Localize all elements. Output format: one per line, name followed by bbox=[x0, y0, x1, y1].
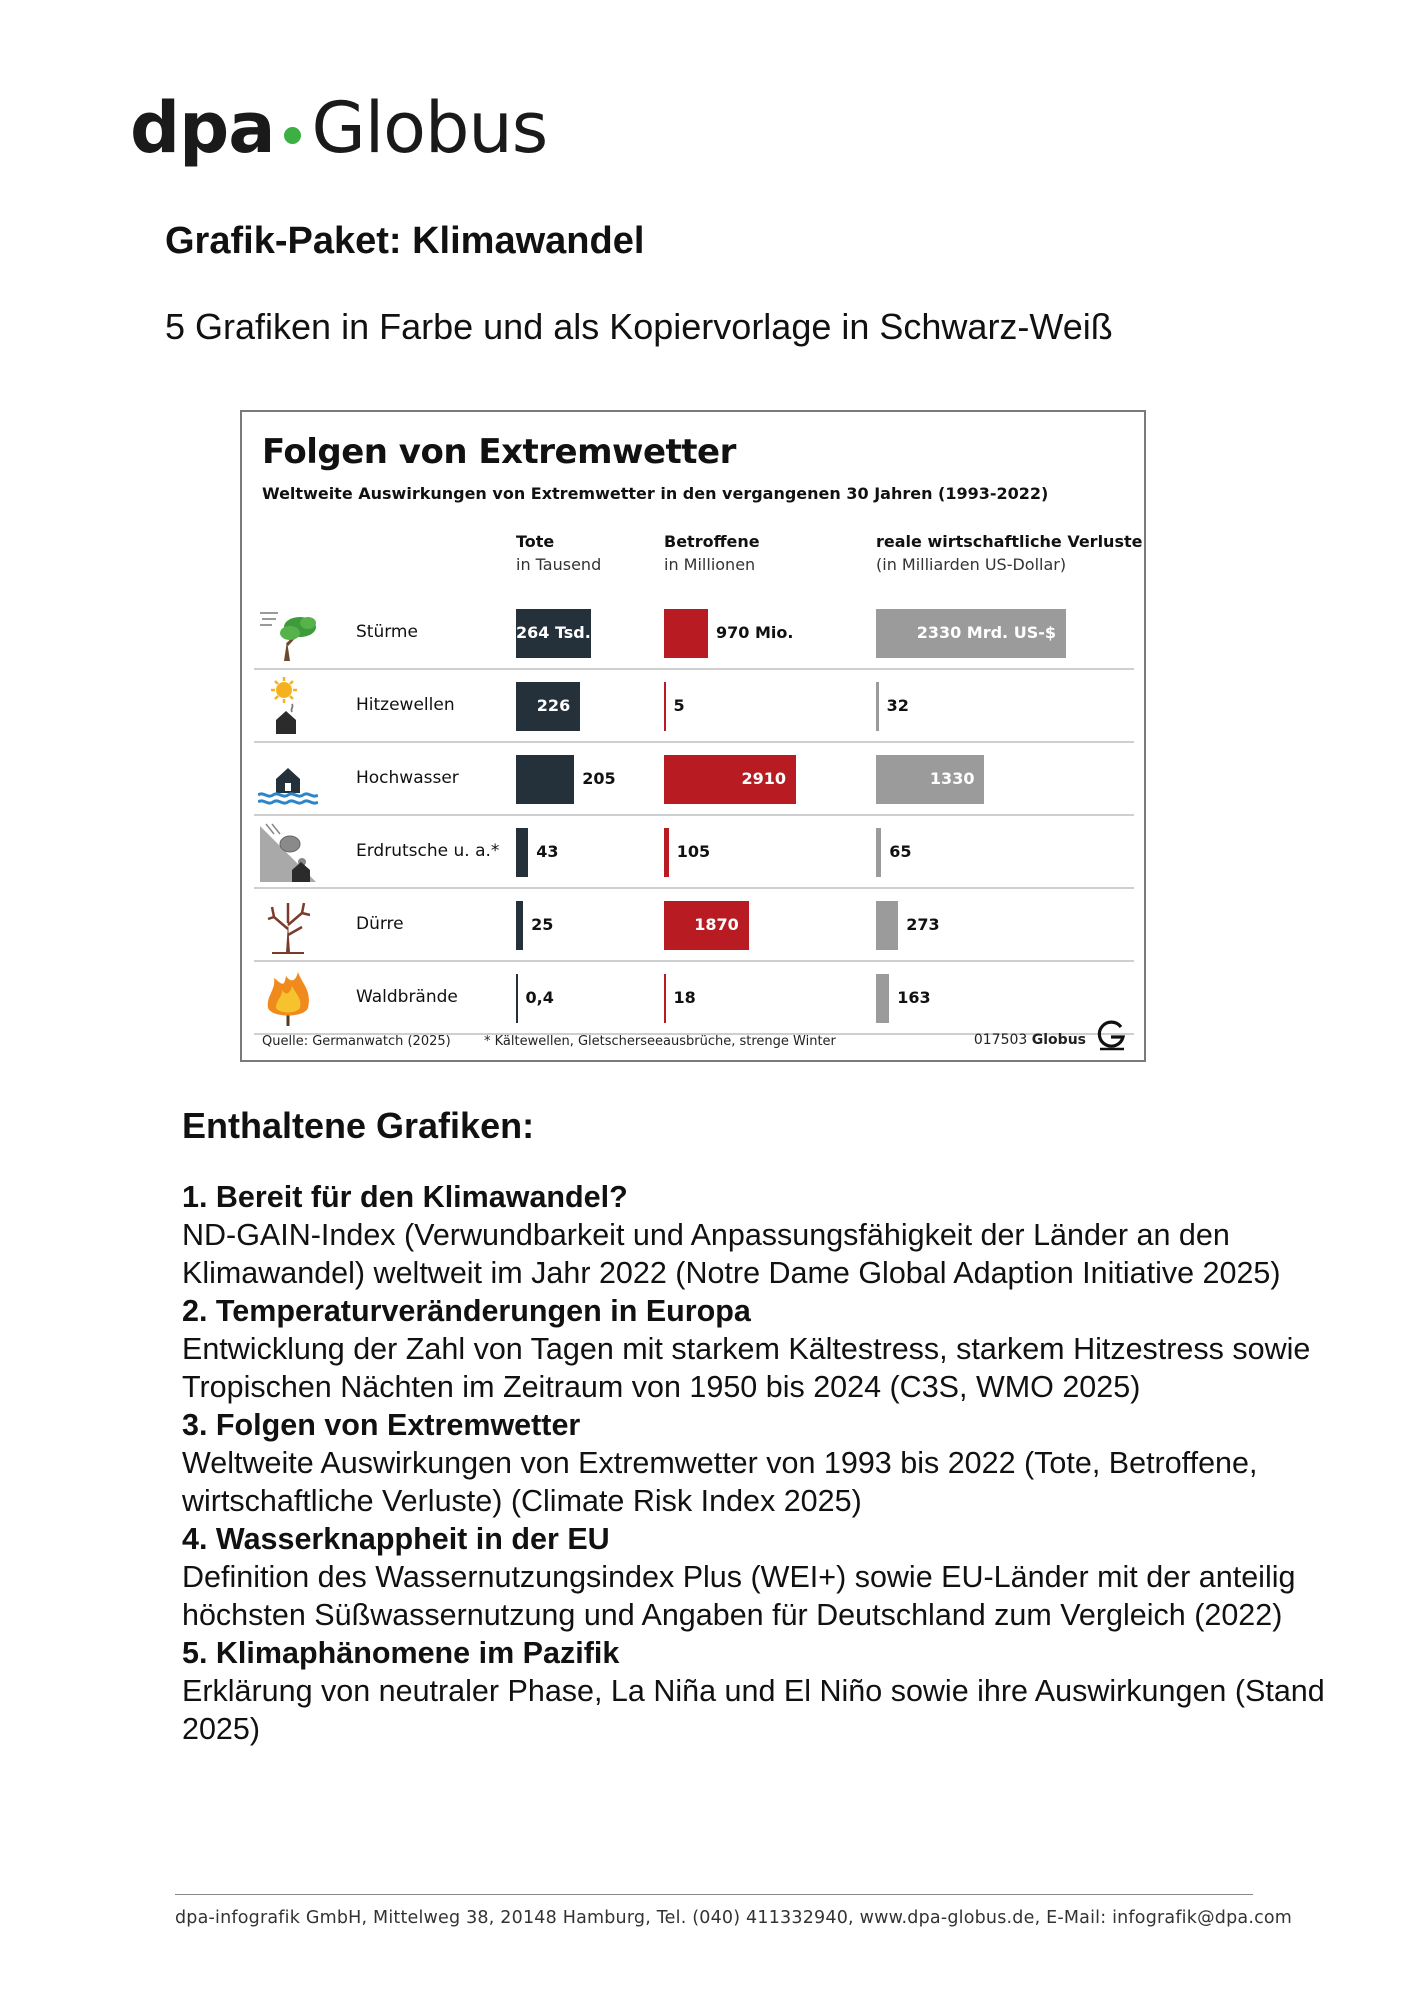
value-label-betr-duerre: 1870 bbox=[694, 915, 739, 934]
bar-betr-stuerme bbox=[664, 609, 708, 658]
graphic-code-brand: Globus bbox=[1031, 1032, 1086, 1048]
chart-row-duerre bbox=[254, 889, 1134, 962]
logo-brand: dpa bbox=[130, 87, 275, 169]
page-subtitle: 5 Grafiken in Farbe und als Kopiervorlage in Schwarz-Weiß bbox=[165, 306, 1113, 347]
category-label: Hochwasser bbox=[356, 768, 459, 788]
storm-tree-icon bbox=[258, 603, 318, 663]
list-item bbox=[182, 1292, 1332, 1406]
bar-tote-hochwasser bbox=[516, 755, 574, 804]
list-title: Enthaltene Grafiken: bbox=[182, 1105, 535, 1146]
footer-divider bbox=[175, 1894, 1253, 1895]
list-item-description: Definition des Wassernutzungsindex Plus (WEI+) sowie EU-Länder mit der anteilig höchsten Süßwassernutzung und Angaben für Deutschland zum Vergleich (2022) bbox=[182, 1560, 1296, 1632]
list-item-title: 5. Klimaphänomene im Pazifik bbox=[182, 1636, 620, 1670]
value-label-betr-stuerme: 970 Mio. bbox=[716, 623, 794, 642]
list-item-title: 4. Wasserknappheit in der EU bbox=[182, 1522, 610, 1556]
list-item-description: Entwicklung der Zahl von Tagen mit starkem Kältestress, starkem Hitzestress sowie Tropischen Nächten im Zeitraum von 1950 bis 2024 (C3S, WMO 2025) bbox=[182, 1332, 1311, 1404]
bar-tote-waldbraende bbox=[516, 974, 518, 1023]
logo-dot bbox=[284, 127, 301, 144]
value-label-verl-hitzewellen: 32 bbox=[886, 696, 909, 715]
value-label-verl-hochwasser: 1330 bbox=[929, 769, 975, 788]
page-title: Grafik-Paket: Klimawandel bbox=[165, 220, 645, 262]
column-head-label: Betroffene bbox=[664, 532, 760, 551]
bar-betr-erdrutsche bbox=[664, 828, 669, 877]
chart-row-hochwasser bbox=[254, 743, 1134, 816]
category-label: Dürre bbox=[356, 914, 404, 934]
value-label-tote-duerre: 25 bbox=[531, 915, 554, 934]
column-head-unit: in Tausend bbox=[516, 555, 602, 574]
value-label-verl-waldbraende: 163 bbox=[897, 988, 931, 1007]
value-label-tote-hochwasser: 205 bbox=[582, 769, 616, 788]
chart-row-stuerme bbox=[254, 597, 1134, 670]
list-item-title: 2. Temperaturveränderungen in Europa bbox=[182, 1294, 751, 1328]
flood-house-icon bbox=[258, 749, 318, 809]
list-item bbox=[182, 1634, 1332, 1748]
chart-row-erdrutsche bbox=[254, 816, 1134, 889]
list-item-description: ND-GAIN-Index (Verwundbarkeit und Anpassungsfähigkeit der Länder an den Klimawandel) weltweit im Jahr 2022 (Notre Dame Global Adaption Initiative 2025) bbox=[182, 1218, 1281, 1290]
infographic-subtitle: Weltweite Auswirkungen von Extremwetter in den vergangenen 30 Jahren (1993-2022) bbox=[262, 484, 1049, 503]
forest-fire-icon bbox=[258, 968, 318, 1028]
value-label-tote-hitzewellen: 226 bbox=[536, 696, 571, 715]
heatwave-sun-house-icon bbox=[258, 676, 318, 736]
dpa-globus-logo bbox=[130, 78, 547, 178]
value-label-betr-hitzewellen: 5 bbox=[673, 696, 685, 715]
list-item-description: Weltweite Auswirkungen von Extremwetter von 1993 bis 2022 (Tote, Betroffene, wirtschaftliche Verluste) (Climate Risk Index 2025) bbox=[182, 1446, 1258, 1518]
chart-row-waldbraende bbox=[254, 962, 1134, 1035]
bar-verl-erdrutsche bbox=[876, 828, 881, 877]
list-item bbox=[182, 1178, 1332, 1292]
column-head-label: reale wirtschaftliche Verluste bbox=[876, 532, 1143, 551]
graphic-code bbox=[974, 1032, 1086, 1048]
column-head-verluste bbox=[876, 530, 1142, 576]
chart-rows bbox=[254, 597, 1134, 1035]
chart-row-hitzewellen bbox=[254, 670, 1134, 743]
footer-contact: dpa-infografik GmbH, Mittelweg 38, 20148 Hamburg, Tel. (040) 411332940, www.dpa-globus.de, E-Mail: infografik@dpa.com bbox=[175, 1908, 1293, 1928]
footnote: * Kältewellen, Gletscherseeausbrüche, strenge Winter bbox=[484, 1034, 836, 1049]
list-item bbox=[182, 1406, 1332, 1520]
category-label: Hitzewellen bbox=[356, 695, 455, 715]
category-label: Erdrutsche u. a.* bbox=[356, 841, 500, 861]
column-head-unit: (in Milliarden US-Dollar) bbox=[876, 555, 1067, 574]
list-item-description: Erklärung von neutraler Phase, La Niña und El Niño sowie ihre Auswirkungen (Stand 2025) bbox=[182, 1674, 1325, 1746]
graphics-list bbox=[182, 1178, 1332, 1748]
drought-tree-icon bbox=[258, 895, 318, 955]
landslide-rock-icon bbox=[258, 822, 318, 882]
column-head-unit: in Millionen bbox=[664, 555, 756, 574]
value-label-betr-waldbraende: 18 bbox=[673, 988, 696, 1007]
list-item bbox=[182, 1520, 1332, 1634]
column-head-label: Tote bbox=[516, 532, 555, 551]
value-label-tote-stuerme: 264 Tsd. bbox=[516, 623, 591, 642]
column-head-tote bbox=[516, 530, 601, 576]
infographic-title: Folgen von Extremwetter bbox=[262, 432, 736, 472]
bar-tote-erdrutsche bbox=[516, 828, 528, 877]
list-item-title: 3. Folgen von Extremwetter bbox=[182, 1408, 581, 1442]
bar-verl-duerre bbox=[876, 901, 898, 950]
globus-g-icon bbox=[1094, 1018, 1128, 1052]
source-note: Quelle: Germanwatch (2025) bbox=[262, 1034, 451, 1049]
list-item-title: 1. Bereit für den Klimawandel? bbox=[182, 1180, 628, 1214]
graphic-code-number: 017503 bbox=[973, 1032, 1028, 1048]
value-label-tote-waldbraende: 0,4 bbox=[525, 988, 554, 1007]
value-label-betr-hochwasser: 2910 bbox=[741, 769, 786, 788]
logo-name: Globus bbox=[311, 87, 548, 169]
value-label-verl-stuerme: 2330 Mrd. US-$ bbox=[916, 623, 1056, 642]
bar-betr-waldbraende bbox=[664, 974, 666, 1023]
value-label-betr-erdrutsche: 105 bbox=[676, 842, 711, 861]
bar-tote-duerre bbox=[516, 901, 523, 950]
category-label: Waldbrände bbox=[356, 987, 458, 1007]
category-label: Stürme bbox=[356, 622, 418, 642]
bar-verl-hitzewellen bbox=[876, 682, 879, 731]
column-head-betroffene bbox=[664, 530, 760, 576]
bar-verl-waldbraende bbox=[876, 974, 889, 1023]
value-label-verl-duerre: 273 bbox=[906, 915, 940, 934]
value-label-verl-erdrutsche: 65 bbox=[889, 842, 912, 861]
bar-betr-hitzewellen bbox=[664, 682, 666, 731]
infographic-extreme-weather bbox=[240, 410, 1146, 1062]
value-label-tote-erdrutsche: 43 bbox=[536, 842, 559, 861]
